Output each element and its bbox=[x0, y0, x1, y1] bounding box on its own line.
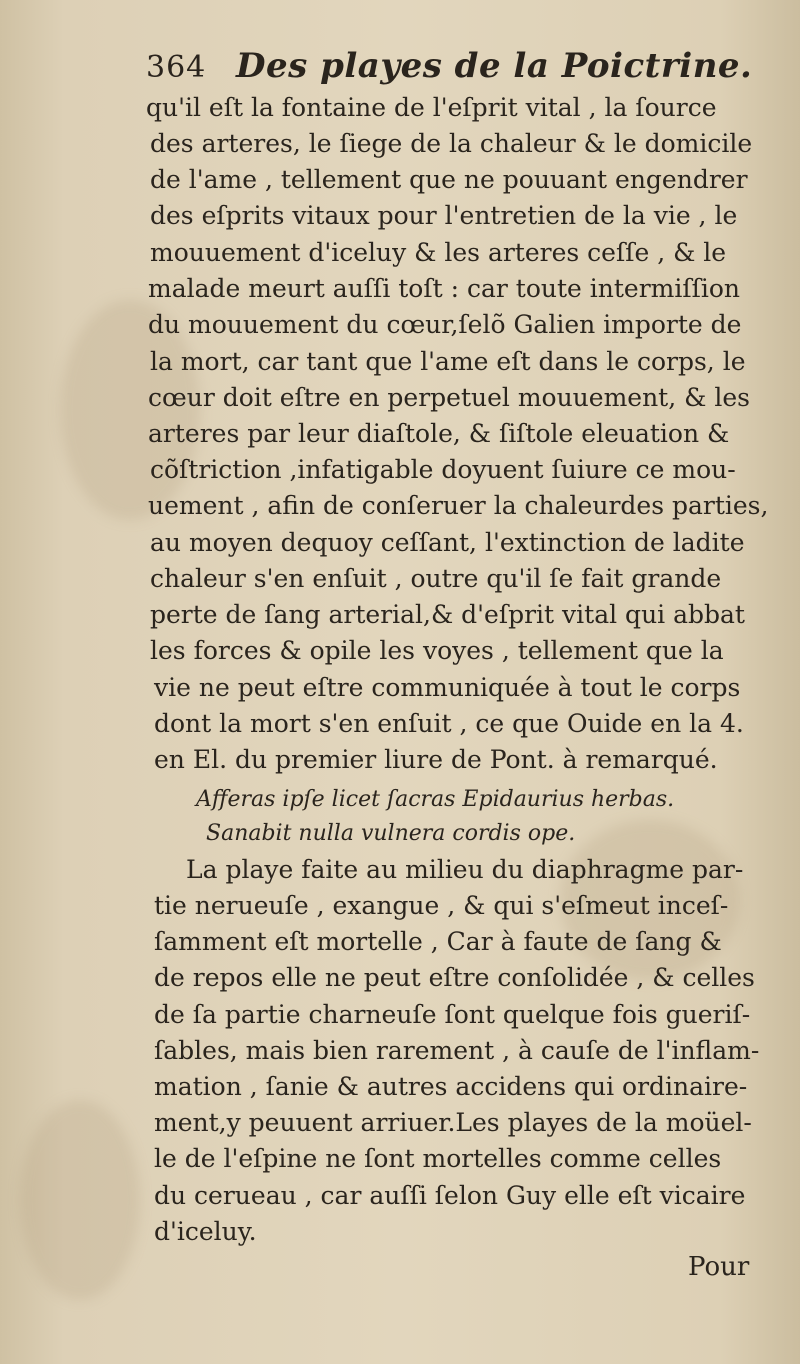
text-line: cœur doit eſtre en perpetuel mouuement, & les bbox=[148, 383, 750, 412]
text-line: malade meurt auſſi toſt : car toute intermiſſion bbox=[148, 274, 741, 303]
text-line: en El. du premier liure de Pont. à remarqué. bbox=[154, 745, 718, 774]
text-line: des eſprits vitaux pour l'entretien de la vie , le bbox=[150, 201, 738, 230]
text-line: dont la mort s'en enſuit , ce que Ouide en la 4. bbox=[154, 709, 744, 738]
text-line: les forces & opile les voyes , tellement que la bbox=[150, 636, 724, 665]
text-line: tie nerueuſe , exangue , & qui s'eſmeut inceſ- bbox=[154, 891, 729, 920]
catchword: Pour bbox=[688, 1252, 750, 1282]
text-line: arteres par leur diaſtole, & ſiſtole eleuation & bbox=[148, 419, 730, 448]
text-line: mouuement d'iceluy & les arteres ceſſe , & le bbox=[150, 238, 727, 267]
text-line: mation , ſanie & autres accidens qui ordinaire- bbox=[154, 1072, 748, 1101]
text-line: du cerueau , car auſſi ſelon Guy elle eſt vicaire bbox=[154, 1181, 746, 1210]
text-line: d'iceluy. bbox=[154, 1217, 257, 1246]
text-line: des arteres, le ſiege de la chaleur & le domicile bbox=[150, 129, 753, 158]
text-line: ſamment eſt mortelle , Car à faute de ſang & bbox=[154, 927, 722, 956]
text-line: La playe faite au milieu du diaphragme par- bbox=[186, 855, 744, 884]
text-line: la mort, car tant que l'ame eſt dans le corps, le bbox=[150, 347, 746, 376]
text-line: de ſa partie charneuſe ſont quelque fois gueriſ- bbox=[154, 1000, 751, 1029]
running-title: Des playes de la Poictrine. bbox=[236, 46, 753, 86]
text-line: de repos elle ne peut eſtre conſolidée , & celles bbox=[154, 963, 755, 992]
verse-line: Afferas ipſe licet ſacras Epidaurius herbas. bbox=[196, 787, 675, 812]
text-line: du mouuement du cœur,ſelõ Galien importe de bbox=[148, 310, 742, 339]
text-line: vie ne peut eſtre communiquée à tout le corps bbox=[154, 673, 741, 702]
text-line: cõſtriction ,infatigable doyuent ſuiure ce mou- bbox=[150, 455, 736, 484]
text-line: uement , afin de conſeruer la chaleurdes parties, bbox=[148, 491, 769, 520]
text-line: ſables, mais bien rarement , à cauſe de l'inflam- bbox=[154, 1036, 760, 1065]
text-line: de l'ame , tellement que ne pouuant engendrer bbox=[150, 165, 748, 194]
verse-line: Sanabit nulla vulnera cordis ope. bbox=[206, 821, 576, 846]
text-line: chaleur s'en enſuit , outre qu'il ſe fait grande bbox=[150, 564, 722, 593]
text-line: ment,y peuuent arriuer.Les playes de la moüel- bbox=[154, 1108, 752, 1137]
page-number: 364 bbox=[146, 50, 207, 85]
text-line: qu'il eſt la fontaine de l'eſprit vital , la ſource bbox=[146, 93, 717, 122]
text-line: le de l'eſpine ne ſont mortelles comme celles bbox=[154, 1144, 722, 1173]
text-line: au moyen dequoy ceſſant, l'extinction de ladite bbox=[150, 528, 745, 557]
text-line: perte de ſang arterial,& d'eſprit vital qui abbat bbox=[150, 600, 745, 629]
